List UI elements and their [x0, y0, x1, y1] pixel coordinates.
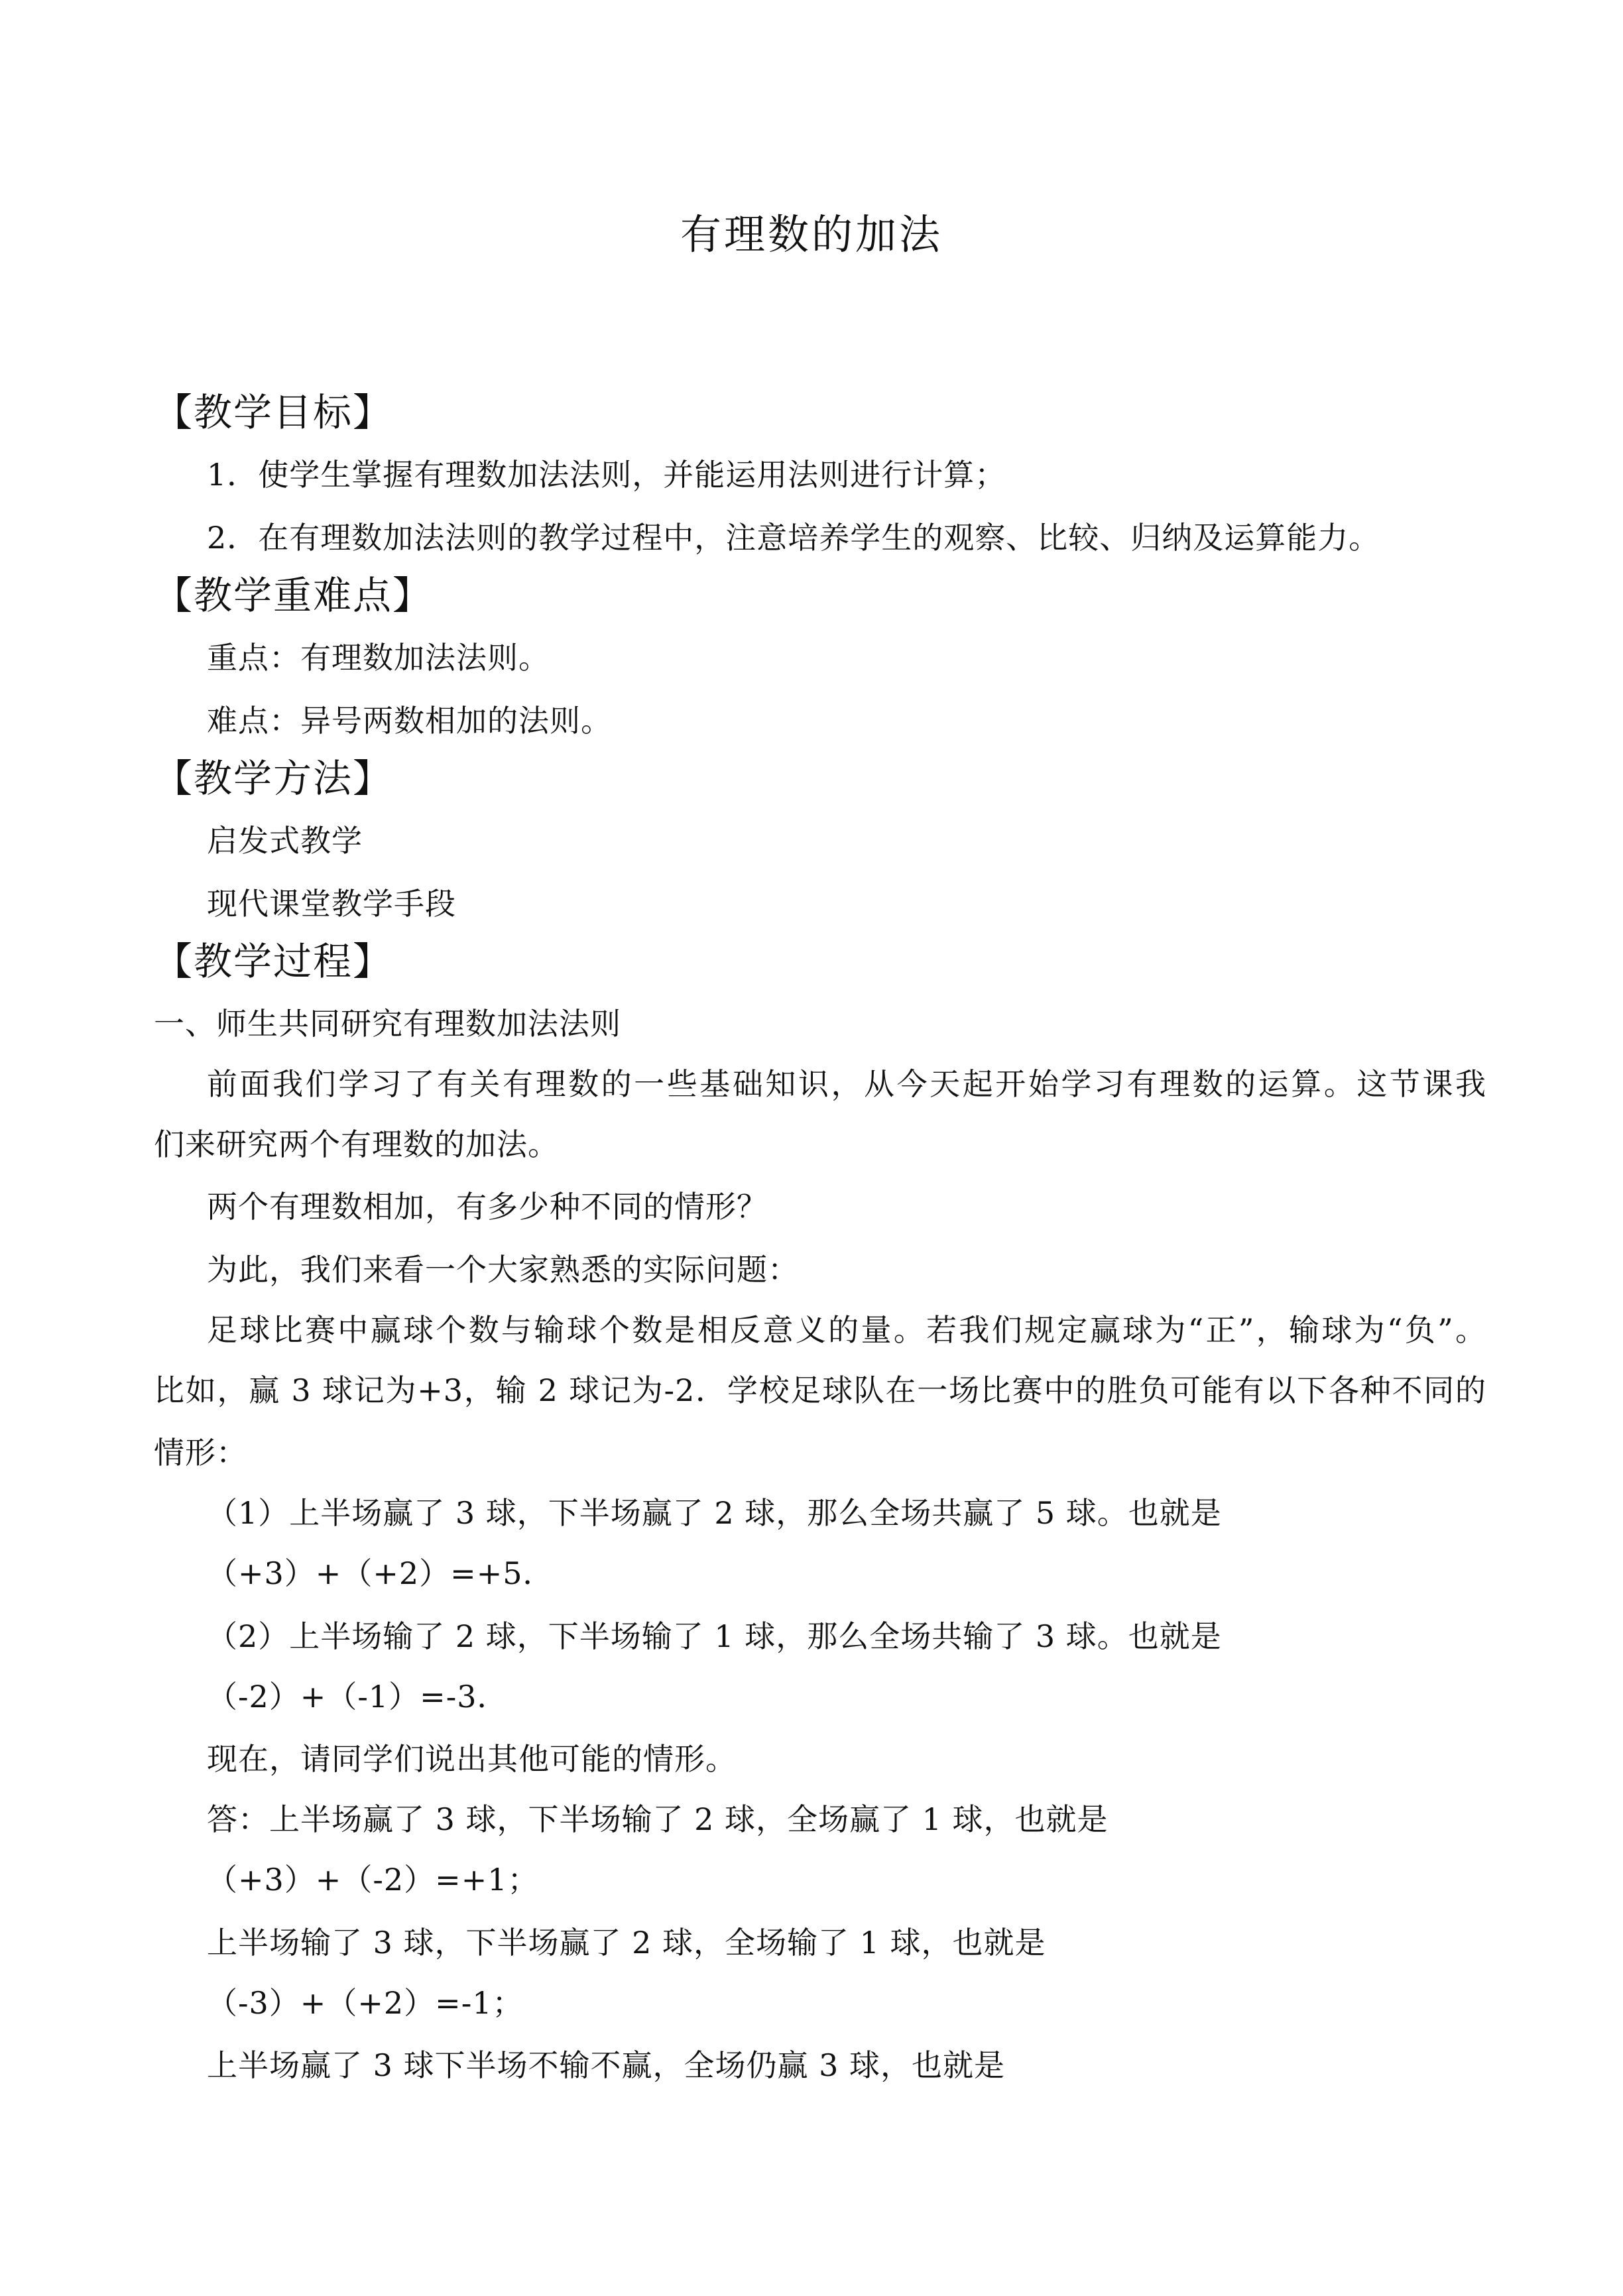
objective-item: 1．使学生掌握有理数加法法则，并能运用法则进行计算； [207, 457, 1006, 493]
equation-line: （+3）+（+2）=+5． [207, 1555, 554, 1591]
case-line: （2）上半场输了 2 球，下半场输了 1 球，那么全场共输了 3 球。也就是 [207, 1618, 1222, 1654]
case-line: （1）上半场赢了 3 球，下半场赢了 2 球，那么全场共赢了 5 球。也就是 [207, 1495, 1222, 1531]
paragraph-line: 们来研究两个有理数的加法。 [154, 1126, 559, 1162]
answer-line: 上半场输了 3 球，下半场赢了 2 球，全场输了 1 球，也就是 [207, 1925, 1046, 1961]
process-subheading: 一、师生共同研究有理数加法法则 [154, 1006, 621, 1042]
paragraph-line: 比如，赢 3 球记为+3，输 2 球记为-2．学校足球队在一场比赛中的胜负可能有以下各种不同的 [154, 1372, 1486, 1408]
paragraph-line: 足球比赛中赢球个数与输球个数是相反意义的量。若我们规定赢球为“正”，输球为“负”。 [207, 1312, 1486, 1348]
objective-item: 2．在有理数加法法则的教学过程中，注意培养学生的观察、比较、归纳及运算能力。 [207, 520, 1380, 556]
key-point-item: 难点：异号两数相加的法则。 [207, 703, 612, 739]
method-item: 现代课堂教学手段 [207, 886, 456, 922]
answer-line: 上半场赢了 3 球下半场不输不赢，全场仍赢 3 球，也就是 [207, 2047, 1006, 2083]
answer-line: 答：上半场赢了 3 球，下半场输了 2 球，全场赢了 1 球，也就是 [207, 1801, 1109, 1837]
key-point-item: 重点：有理数加法法则。 [207, 640, 550, 676]
page-title: 有理数的加法 [680, 210, 943, 259]
paragraph-line: 现在，请同学们说出其他可能的情形。 [207, 1741, 737, 1777]
equation-line: （-2）+（-1）=-3． [207, 1679, 509, 1715]
paragraph-line: 情形： [154, 1435, 247, 1471]
objectives-heading: 【教学目标】 [154, 390, 393, 435]
method-item: 启发式教学 [207, 823, 363, 859]
process-heading: 【教学过程】 [154, 939, 393, 984]
key-points-heading: 【教学重难点】 [154, 573, 433, 618]
paragraph-line: 为此，我们来看一个大家熟悉的实际问题： [207, 1252, 799, 1288]
equation-line: （+3）+（-2）=+1； [207, 1862, 539, 1898]
paragraph-line: 两个有理数相加，有多少种不同的情形？ [207, 1189, 768, 1225]
methods-heading: 【教学方法】 [154, 756, 393, 801]
paragraph-line: 前面我们学习了有关有理数的一些基础知识，从今天起开始学习有理数的运算。这节课我 [207, 1066, 1486, 1102]
equation-line: （-3）+（+2）=-1； [207, 1985, 524, 2021]
